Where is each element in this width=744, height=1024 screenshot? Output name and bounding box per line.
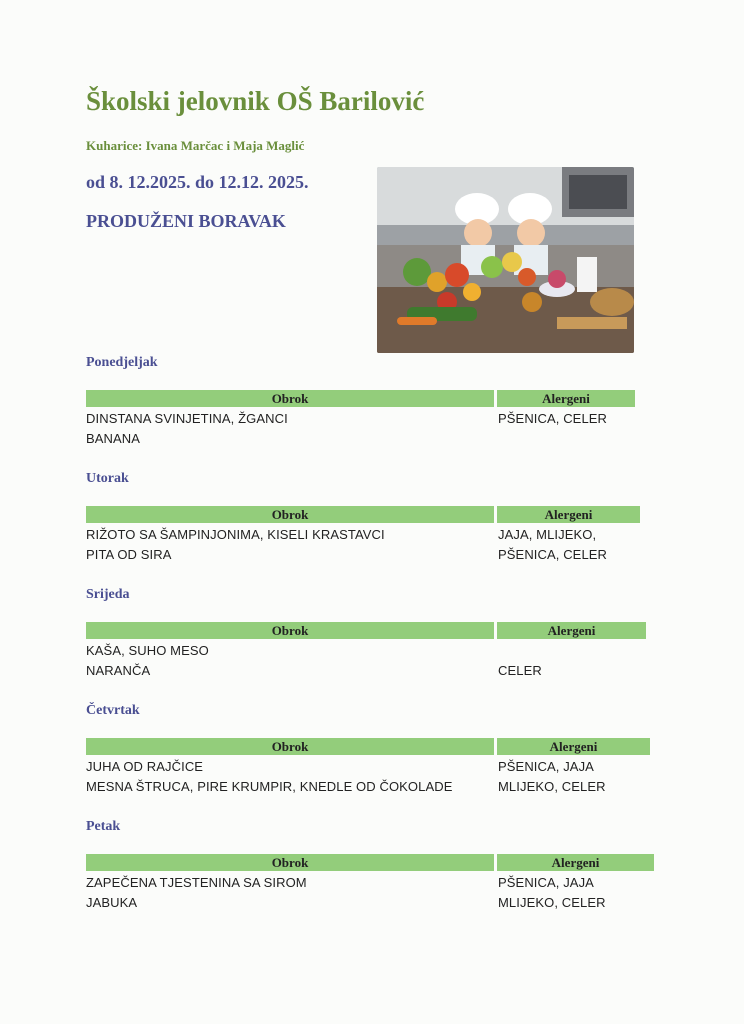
meal-cell: BANANA — [86, 431, 141, 446]
day-title: Petak — [86, 819, 121, 834]
cooks-line: Kuharice: Ivana Marčac i Maja Maglić — [86, 138, 305, 153]
meal-cell: KAŠA, SUHO MESO — [86, 643, 209, 658]
meal-cell: PITA OD SIRA — [86, 547, 172, 562]
meal-column-header: Obrok — [86, 622, 494, 639]
meal-cell: ZAPEČENA TJESTENINA SA SIROM — [86, 875, 307, 890]
allergens-cell: PŠENICA, JAJA — [498, 759, 594, 774]
allergens-cell: CELER — [498, 663, 542, 678]
date-range: od 8. 12.2025. do 12.12. 2025. — [86, 172, 309, 192]
allergens-cell: JAJA, MLIJEKO, — [498, 527, 597, 542]
allergens-cell: MLIJEKO, CELER — [498, 779, 606, 794]
day-title: Ponedjeljak — [86, 355, 158, 370]
meal-column-header: Obrok — [86, 506, 494, 523]
kitchen-photo-illustration — [377, 167, 634, 353]
allergens-column-header: Alergeni — [497, 622, 646, 639]
meal-cell: JUHA OD RAJČICE — [86, 759, 204, 774]
meal-cell: JABUKA — [86, 895, 138, 910]
allergens-column-header: Alergeni — [497, 738, 650, 755]
allergens-column-header: Alergeni — [497, 506, 640, 523]
allergens-column-header: Alergeni — [497, 854, 654, 871]
day-title: Srijeda — [86, 587, 130, 602]
allergens-column-header: Alergeni — [497, 390, 635, 407]
page-title: Školski jelovnik OŠ Barilović — [86, 86, 425, 116]
day-title: Četvrtak — [86, 703, 140, 718]
meal-cell: RIŽOTO SA ŠAMPINJONIMA, KISELI KRASTAVCI — [86, 527, 385, 542]
allergens-cell: PŠENICA, CELER — [498, 411, 608, 426]
allergens-cell: MLIJEKO, CELER — [498, 895, 606, 910]
day-title: Utorak — [86, 471, 129, 486]
meal-cell: DINSTANA SVINJETINA, ŽGANCI — [86, 411, 288, 426]
meal-cell: NARANČA — [86, 663, 151, 678]
kitchen-photo — [377, 167, 634, 353]
allergens-cell: PŠENICA, JAJA — [498, 875, 594, 890]
program-title: PRODUŽENI BORAVAK — [86, 211, 286, 231]
meal-column-header: Obrok — [86, 390, 494, 407]
meal-cell: MESNA ŠTRUCA, PIRE KRUMPIR, KNEDLE OD ČOKOLADE — [86, 779, 453, 794]
meal-column-header: Obrok — [86, 738, 494, 755]
allergens-cell: PŠENICA, CELER — [498, 547, 608, 562]
meal-column-header: Obrok — [86, 854, 494, 871]
